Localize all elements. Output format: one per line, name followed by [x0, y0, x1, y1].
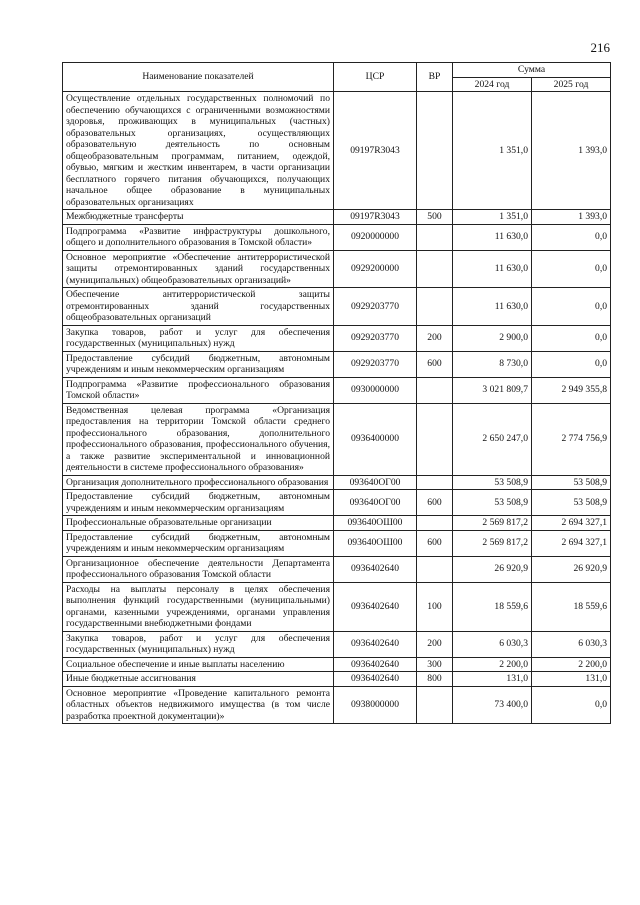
cell-y2025: 0,0 — [532, 351, 611, 377]
table-row — [63, 224, 611, 250]
table-row — [63, 351, 611, 377]
cell-vr: 300 — [417, 657, 453, 672]
cell-y2024: 11 630,0 — [453, 224, 532, 250]
cell-vr — [417, 516, 453, 531]
table-header — [63, 63, 611, 92]
header-year-2024: 2024 год — [453, 77, 532, 92]
cell-csr: 0936402640 — [334, 672, 417, 687]
cell-y2024: 2 900,0 — [453, 325, 532, 351]
cell-y2024: 2 650 247,0 — [453, 403, 532, 475]
cell-name: Ведомственная целевая программа «Организация предоставления на территории Томской области среднего профессионального образования, дополнительного профессионального образования, профессионального обучения, а также развитие экспериментальной и инновационной деятельности в системе профессионального образования» — [63, 403, 334, 475]
budget-table — [62, 62, 611, 724]
cell-y2025: 2 200,0 — [532, 657, 611, 672]
cell-name: Социальное обеспечение и иные выплаты населению — [63, 657, 334, 672]
cell-vr — [417, 686, 453, 724]
header-vr: ВР — [417, 63, 453, 92]
cell-y2024: 2 569 817,2 — [453, 516, 532, 531]
cell-y2025: 1 393,0 — [532, 210, 611, 225]
cell-csr: 0936402640 — [334, 556, 417, 582]
cell-vr — [417, 403, 453, 475]
cell-vr — [417, 556, 453, 582]
cell-csr: 09197R3043 — [334, 92, 417, 210]
table-row — [63, 686, 611, 724]
cell-vr: 600 — [417, 530, 453, 556]
cell-vr — [417, 475, 453, 490]
cell-vr — [417, 250, 453, 288]
cell-name: Иные бюджетные ассигнования — [63, 672, 334, 687]
cell-name: Подпрограмма «Развитие инфраструктуры дошкольного, общего и дополнительного образования в Томской области» — [63, 224, 334, 250]
cell-name: Организация дополнительного профессионального образования — [63, 475, 334, 490]
cell-name: Организационное обеспечение деятельности Департамента профессионального образования Томской области — [63, 556, 334, 582]
cell-y2024: 18 559,6 — [453, 582, 532, 631]
table-row — [63, 672, 611, 687]
table-row — [63, 657, 611, 672]
cell-name: Осуществление отдельных государственных полномочий по обеспечению обучающихся с ограниченными возможностями здоровья, проживающих в муниципальных (частных) образовательных организациях, осуществляющих образовательную деятельность по основным общеобразовательным программам, питанием, одеждой, обувью, мягким и жестким инвентарем, в части организации бесплатного горячего питания обучающихся, получающих начальное общее образование в муниципальных образовательных организациях — [63, 92, 334, 210]
cell-name: Профессиональные образовательные организации — [63, 516, 334, 531]
table-row — [63, 210, 611, 225]
cell-y2025: 131,0 — [532, 672, 611, 687]
cell-csr: 09197R3043 — [334, 210, 417, 225]
cell-name: Закупка товаров, работ и услуг для обеспечения государственных (муниципальных) нужд — [63, 325, 334, 351]
cell-csr: 0938000000 — [334, 686, 417, 724]
cell-vr: 100 — [417, 582, 453, 631]
cell-vr: 800 — [417, 672, 453, 687]
cell-csr: 093640ОШ00 — [334, 530, 417, 556]
cell-name: Расходы на выплаты персоналу в целях обеспечения выполнения функций государственными (муниципальными) органами, казенными учреждениями, органами управления государственными внебюджетными фондами — [63, 582, 334, 631]
table-row — [63, 516, 611, 531]
cell-y2024: 3 021 809,7 — [453, 377, 532, 403]
cell-name: Основное мероприятие «Проведение капитального ремонта областных объектов недвижимого имущества (в том числе разработка проектной документации)» — [63, 686, 334, 724]
table-row — [63, 475, 611, 490]
cell-y2025: 1 393,0 — [532, 92, 611, 210]
cell-name: Подпрограмма «Развитие профессионального образования Томской области» — [63, 377, 334, 403]
cell-y2024: 131,0 — [453, 672, 532, 687]
cell-csr: 0929203770 — [334, 351, 417, 377]
table-body — [63, 92, 611, 724]
table-row — [63, 250, 611, 288]
cell-y2025: 2 694 327,1 — [532, 516, 611, 531]
cell-y2025: 0,0 — [532, 325, 611, 351]
cell-vr: 200 — [417, 631, 453, 657]
cell-csr: 0929203770 — [334, 325, 417, 351]
cell-y2025: 0,0 — [532, 288, 611, 326]
cell-y2024: 2 200,0 — [453, 657, 532, 672]
page-number: 216 — [590, 40, 610, 55]
cell-y2024: 1 351,0 — [453, 210, 532, 225]
cell-csr: 0920000000 — [334, 224, 417, 250]
table-row — [63, 582, 611, 631]
cell-y2024: 1 351,0 — [453, 92, 532, 210]
cell-vr — [417, 288, 453, 326]
cell-vr: 600 — [417, 490, 453, 516]
cell-vr — [417, 377, 453, 403]
header-sum: Сумма — [453, 63, 611, 78]
cell-name: Обеспечение антитеррористической защиты отремонтированных зданий государственных общеобразовательных организаций — [63, 288, 334, 326]
cell-csr: 0936402640 — [334, 657, 417, 672]
cell-csr: 0936400000 — [334, 403, 417, 475]
cell-name: Предоставление субсидий бюджетным, автономным учреждениям и иным некоммерческим организациям — [63, 351, 334, 377]
cell-csr: 0930000000 — [334, 377, 417, 403]
cell-y2025: 2 949 355,8 — [532, 377, 611, 403]
table-row — [63, 377, 611, 403]
cell-y2025: 53 508,9 — [532, 490, 611, 516]
cell-vr: 600 — [417, 351, 453, 377]
cell-csr: 093640ОШ00 — [334, 516, 417, 531]
header-csr: ЦСР — [334, 63, 417, 92]
cell-y2024: 53 508,9 — [453, 490, 532, 516]
table-row — [63, 530, 611, 556]
cell-y2025: 2 694 327,1 — [532, 530, 611, 556]
cell-vr: 200 — [417, 325, 453, 351]
cell-y2025: 0,0 — [532, 686, 611, 724]
table-row — [63, 325, 611, 351]
cell-y2025: 26 920,9 — [532, 556, 611, 582]
cell-csr: 0929203770 — [334, 288, 417, 326]
header-year-2025: 2025 год — [532, 77, 611, 92]
cell-y2024: 26 920,9 — [453, 556, 532, 582]
table-row — [63, 490, 611, 516]
cell-y2025: 53 508,9 — [532, 475, 611, 490]
header-name: Наименование показателей — [63, 63, 334, 92]
cell-csr: 093640ОГ00 — [334, 475, 417, 490]
cell-csr: 093640ОГ00 — [334, 490, 417, 516]
table-row — [63, 631, 611, 657]
cell-vr — [417, 224, 453, 250]
cell-y2024: 11 630,0 — [453, 288, 532, 326]
cell-name: Предоставление субсидий бюджетным, автономным учреждениям и иным некоммерческим организациям — [63, 530, 334, 556]
cell-y2024: 2 569 817,2 — [453, 530, 532, 556]
cell-y2025: 6 030,3 — [532, 631, 611, 657]
table-row — [63, 92, 611, 210]
cell-y2025: 0,0 — [532, 250, 611, 288]
table-row — [63, 288, 611, 326]
cell-y2024: 53 508,9 — [453, 475, 532, 490]
cell-csr: 0929200000 — [334, 250, 417, 288]
cell-name: Межбюджетные трансферты — [63, 210, 334, 225]
cell-y2024: 8 730,0 — [453, 351, 532, 377]
table-row — [63, 403, 611, 475]
cell-y2024: 6 030,3 — [453, 631, 532, 657]
cell-y2025: 2 774 756,9 — [532, 403, 611, 475]
cell-vr — [417, 92, 453, 210]
cell-y2024: 11 630,0 — [453, 250, 532, 288]
cell-y2024: 73 400,0 — [453, 686, 532, 724]
cell-vr: 500 — [417, 210, 453, 225]
cell-name: Предоставление субсидий бюджетным, автономным учреждениям и иным некоммерческим организациям — [63, 490, 334, 516]
cell-name: Основное мероприятие «Обеспечение антитеррористической защиты отремонтированных зданий государственных (муниципальных) общеобразовательных организаций» — [63, 250, 334, 288]
cell-name: Закупка товаров, работ и услуг для обеспечения государственных (муниципальных) нужд — [63, 631, 334, 657]
cell-csr: 0936402640 — [334, 631, 417, 657]
table-row — [63, 556, 611, 582]
cell-y2025: 0,0 — [532, 224, 611, 250]
cell-csr: 0936402640 — [334, 582, 417, 631]
cell-y2025: 18 559,6 — [532, 582, 611, 631]
